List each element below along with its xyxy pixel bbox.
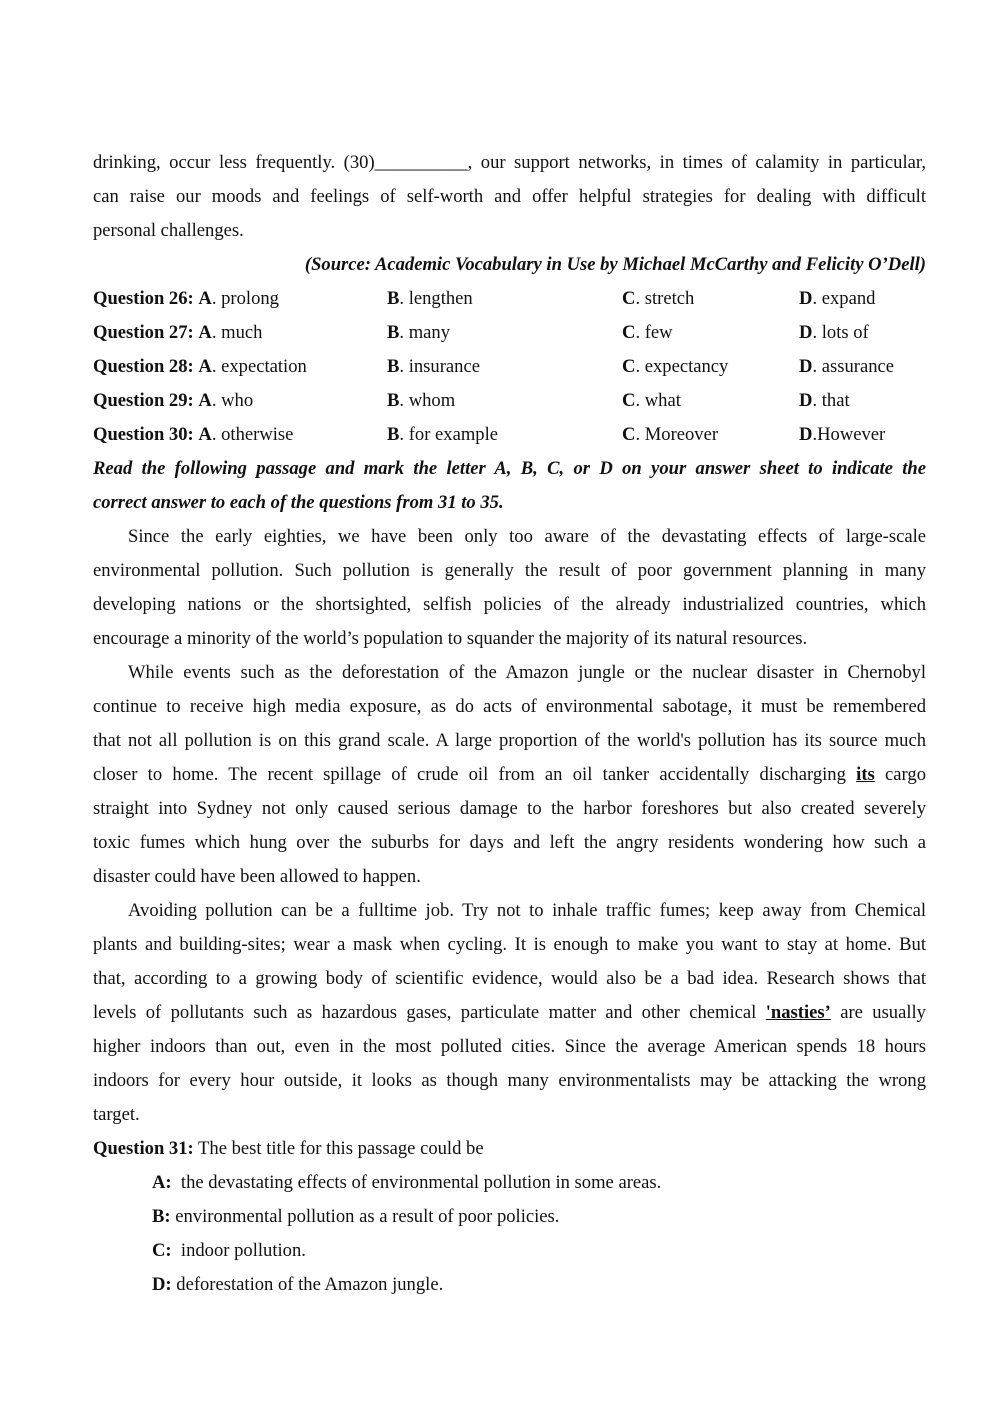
passage-line: Since the early eighties, we have been only too aware of the devastating effects of large-scale (128, 526, 926, 547)
passage-line: that, according to a growing body of scientific evidence, would also be a bad idea. Research shows that (93, 968, 926, 989)
question-label: Question 30: (93, 424, 194, 445)
passage-line: Avoiding pollution can be a fulltime job. Try not to inhale traffic fumes; keep away from Chemical (128, 900, 926, 921)
option-b: lengthen (408, 288, 473, 309)
option-a: otherwise (221, 424, 294, 445)
intro-line: personal challenges. (93, 220, 244, 241)
question-label: Question 31: (93, 1138, 194, 1159)
passage-line: that not all pollution is on this grand scale. A large proportion of the world's pollution has its source much (93, 730, 926, 751)
passage-line: target. (93, 1104, 140, 1125)
underlined-word-nasties: 'nasties’ (765, 1002, 831, 1023)
passage-line: continue to receive high media exposure, as do acts of environmental sabotage, it must be remembered (93, 696, 926, 717)
option-d: that (821, 390, 850, 411)
option-d: lots of (821, 322, 869, 343)
option-b: insurance (408, 356, 480, 377)
option-d: expand (821, 288, 876, 309)
question-label: Question 26: (93, 288, 194, 309)
answer-option-d[interactable]: D: deforestation of the Amazon jungle. (152, 1274, 444, 1295)
answer-option-c[interactable]: C: indoor pollution. (152, 1240, 306, 1261)
option-d: assurance (821, 356, 895, 377)
option-c: stretch (644, 288, 695, 309)
underlined-word-its: its (856, 764, 875, 785)
question-row: Question 29: A. who B. whom C. what D. that (93, 390, 850, 411)
passage-line: closer to home. The recent spillage of crude oil from an oil tanker accidentally discharging its cargo (93, 764, 926, 785)
option-b: for example (408, 424, 499, 445)
question-row: Question 26: A. prolong B. lengthen C. stretch D. expand (93, 288, 876, 309)
option-c: expectancy (644, 356, 729, 377)
question-label: Question 29: (93, 390, 194, 411)
option-c: few (644, 322, 673, 343)
answer-option-a[interactable]: A: the devastating effects of environmental pollution in some areas. (152, 1172, 662, 1193)
passage-line: toxic fumes which hung over the suburbs for days and left the angry residents wondering how such a (93, 832, 926, 853)
option-c: Moreover (644, 424, 719, 445)
question-label: Question 27: (93, 322, 194, 343)
passage-line: encourage a minority of the world’s population to squander the majority of its natural resources. (93, 628, 808, 649)
question-row: Question 30: A. otherwise B. for example C. Moreover D.However (93, 424, 886, 445)
option-b: many (408, 322, 451, 343)
question-row: Question 28: A. expectation B. insurance C. expectancy D. assurance (93, 356, 895, 377)
intro-line: can raise our moods and feelings of self-worth and offer helpful strategies for dealing with difficult (93, 186, 926, 207)
option-a: much (221, 322, 263, 343)
source-citation: (Source: Academic Vocabulary in Use by Michael McCarthy and Felicity O’Dell) (304, 254, 926, 275)
option-c: what (644, 390, 681, 411)
passage-line: environmental pollution. Such pollution is generally the result of poor government planning in many (93, 560, 926, 581)
passage-line: levels of pollutants such as hazardous gases, particulate matter and other chemical 'nasties’ are usually (93, 1002, 926, 1023)
passage-line: While events such as the deforestation of the Amazon jungle or the nuclear disaster in Chernobyl (128, 662, 926, 683)
passage-line: developing nations or the shortsighted, selfish policies of the already industrialized countries, which (93, 594, 926, 615)
question-stem: The best title for this passage could be (193, 1138, 484, 1159)
passage-line: indoors for every hour outside, it looks as though many environmentalists may be attacking the wrong (93, 1070, 926, 1091)
question-row: Question 27: A. much B. many C. few D. lots of (93, 322, 869, 343)
option-a: prolong (221, 288, 279, 309)
question-label: Question 28: (93, 356, 194, 377)
option-b: whom (408, 390, 456, 411)
passage-line: higher indoors than out, even in the most polluted cities. Since the average American spends 18 hours (93, 1036, 926, 1057)
instruction-line: correct answer to each of the questions from 31 to 35. (93, 492, 504, 513)
instruction-line: Read the following passage and mark the letter A, B, C, or D on your answer sheet to indicate the (93, 458, 926, 479)
passage-line: plants and building-sites; wear a mask when cycling. It is enough to make you want to stay at home. But (93, 934, 926, 955)
document-page (93, 146, 926, 1302)
passage-line: straight into Sydney not only caused serious damage to the harbor foreshores but also created severely (93, 798, 926, 819)
passage-line: disaster could have been allowed to happen. (93, 866, 421, 887)
option-a: expectation (221, 356, 307, 377)
answer-option-b[interactable]: B: environmental pollution as a result of poor policies. (152, 1206, 560, 1227)
option-a: who (221, 390, 254, 411)
question-31 (93, 1132, 926, 1166)
option-d: However (817, 424, 886, 445)
intro-line: drinking, occur less frequently. (30)__________, our support networks, in times of calamity in particular, (93, 152, 926, 173)
